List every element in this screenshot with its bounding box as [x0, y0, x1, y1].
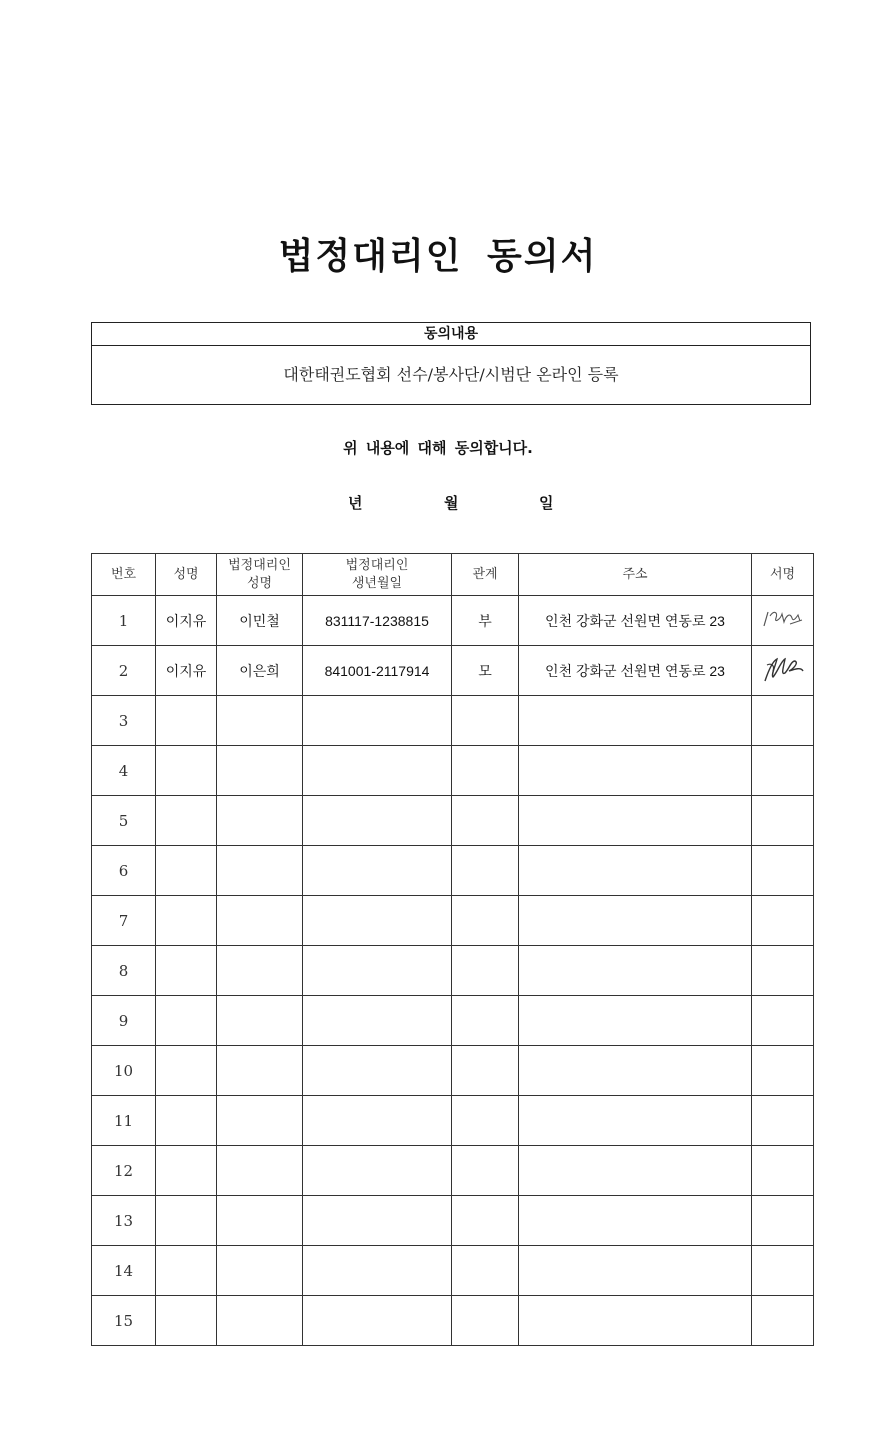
table-row [92, 596, 814, 646]
row-address [519, 1046, 752, 1096]
row-guardian-birth [303, 746, 452, 796]
row-number: 14 [92, 1246, 156, 1296]
row-guardian-name [217, 896, 303, 946]
header-relation: 관계 [452, 554, 519, 596]
row-guardian-birth: 831117-1238815 [303, 596, 452, 646]
row-guardian-birth [303, 1196, 452, 1246]
row-guardian-name [217, 946, 303, 996]
date-month-label: 월 [444, 494, 459, 512]
table-row [92, 796, 814, 846]
page-title: 법정대리인 동의서 [278, 236, 598, 277]
table-row [92, 1046, 814, 1096]
row-name [156, 1096, 217, 1146]
table-row [92, 996, 814, 1046]
header-name: 성명 [156, 554, 217, 596]
table-row [92, 1246, 814, 1296]
row-address: 인천 강화군 선원면 연동로 23 [519, 596, 752, 646]
consent-header: 동의내용 [92, 323, 810, 346]
row-name [156, 1246, 217, 1296]
row-guardian-name [217, 696, 303, 746]
row-relation: 부 [452, 596, 519, 646]
row-number: 11 [92, 1096, 156, 1146]
row-relation: 모 [452, 646, 519, 696]
row-signature [752, 596, 814, 646]
header-guardian-name-line1: 법정대리인 [228, 557, 291, 573]
row-address [519, 846, 752, 896]
row-guardian-birth [303, 896, 452, 946]
table-row [92, 1196, 814, 1246]
header-signature: 서명 [752, 554, 814, 596]
table-row [92, 846, 814, 896]
header-guardian-birth-line2: 생년월일 [351, 575, 403, 591]
row-signature [752, 1146, 814, 1196]
row-signature [752, 1246, 814, 1296]
row-guardian-birth [303, 1046, 452, 1096]
row-number: 12 [92, 1146, 156, 1196]
table-header-row [92, 554, 814, 596]
row-guardian-name [217, 746, 303, 796]
row-address [519, 996, 752, 1046]
row-name [156, 1196, 217, 1246]
row-address [519, 1196, 752, 1246]
row-signature [752, 1046, 814, 1096]
row-address [519, 896, 752, 946]
row-name [156, 1296, 217, 1346]
row-relation [452, 846, 519, 896]
signature-image [759, 653, 807, 689]
table-row [92, 746, 814, 796]
row-guardian-name [217, 846, 303, 896]
row-guardian-name [217, 1146, 303, 1196]
table-row [92, 696, 814, 746]
row-relation [452, 1046, 519, 1096]
row-guardian-birth [303, 996, 452, 1046]
row-guardian-birth [303, 1096, 452, 1146]
table-body [92, 596, 814, 1346]
table-row [92, 1146, 814, 1196]
row-name [156, 696, 217, 746]
row-guardian-birth: 841001-2117914 [303, 646, 452, 696]
row-signature [752, 646, 814, 696]
row-name [156, 1146, 217, 1196]
header-guardian-name-line2: 성명 [246, 575, 273, 591]
row-number: 5 [92, 796, 156, 846]
row-signature [752, 796, 814, 846]
row-guardian-birth [303, 1296, 452, 1346]
table-row [92, 1096, 814, 1146]
row-relation [452, 746, 519, 796]
table-row [92, 646, 814, 696]
row-guardian-name [217, 996, 303, 1046]
row-name [156, 746, 217, 796]
row-relation [452, 1296, 519, 1346]
header-guardian-birth-line1: 법정대리인 [345, 557, 409, 573]
table-row [92, 1296, 814, 1346]
row-address [519, 1246, 752, 1296]
row-number: 4 [92, 746, 156, 796]
row-address [519, 946, 752, 996]
row-relation [452, 1196, 519, 1246]
row-relation [452, 1096, 519, 1146]
date-year-label: 년 [348, 494, 363, 512]
row-guardian-birth [303, 796, 452, 846]
row-number: 1 [92, 596, 156, 646]
row-signature [752, 846, 814, 896]
row-guardian-name [217, 1096, 303, 1146]
row-address [519, 796, 752, 846]
row-signature [752, 1296, 814, 1346]
row-number: 13 [92, 1196, 156, 1246]
row-signature [752, 1196, 814, 1246]
row-number: 8 [92, 946, 156, 996]
signature-image [760, 606, 806, 636]
row-signature [752, 746, 814, 796]
row-name: 이지유 [156, 596, 217, 646]
row-guardian-name [217, 796, 303, 846]
row-name [156, 946, 217, 996]
row-guardian-name [217, 1046, 303, 1096]
row-guardian-birth [303, 1246, 452, 1296]
row-relation [452, 946, 519, 996]
row-guardian-birth [303, 946, 452, 996]
row-relation [452, 896, 519, 946]
row-guardian-name: 이민철 [217, 596, 303, 646]
header-num: 번호 [92, 554, 156, 596]
row-relation [452, 1146, 519, 1196]
header-guardian-name [217, 554, 303, 596]
row-signature [752, 946, 814, 996]
row-signature [752, 696, 814, 746]
row-name [156, 846, 217, 896]
row-number: 2 [92, 646, 156, 696]
row-name [156, 1046, 217, 1096]
row-address [519, 696, 752, 746]
row-number: 7 [92, 896, 156, 946]
row-address [519, 1296, 752, 1346]
row-number: 15 [92, 1296, 156, 1346]
header-guardian-birth [303, 554, 452, 596]
row-signature [752, 896, 814, 946]
row-relation [452, 996, 519, 1046]
row-guardian-name [217, 1196, 303, 1246]
row-address: 인천 강화군 선원면 연동로 23 [519, 646, 752, 696]
row-address [519, 1096, 752, 1146]
row-name [156, 796, 217, 846]
row-signature [752, 1096, 814, 1146]
header-address: 주소 [519, 554, 752, 596]
agreement-statement: 위 내용에 대해 동의합니다. [343, 439, 533, 457]
row-guardian-birth [303, 846, 452, 896]
row-number: 3 [92, 696, 156, 746]
row-number: 6 [92, 846, 156, 896]
row-number: 10 [92, 1046, 156, 1096]
row-guardian-birth [303, 1146, 452, 1196]
table-row [92, 946, 814, 996]
row-relation [452, 696, 519, 746]
row-address [519, 1146, 752, 1196]
row-relation [452, 796, 519, 846]
table-row [92, 896, 814, 946]
row-number: 9 [92, 996, 156, 1046]
row-guardian-birth [303, 696, 452, 746]
guardian-table [91, 553, 814, 1346]
row-relation [452, 1246, 519, 1296]
consent-content: 대한태권도협회 선수/봉사단/시범단 온라인 등록 [283, 365, 619, 384]
row-guardian-name [217, 1296, 303, 1346]
row-guardian-name: 이은희 [217, 646, 303, 696]
row-name [156, 896, 217, 946]
date-day-label: 일 [539, 494, 554, 512]
consent-box [91, 322, 811, 405]
row-name: 이지유 [156, 646, 217, 696]
row-name [156, 996, 217, 1046]
row-signature [752, 996, 814, 1046]
row-guardian-name [217, 1246, 303, 1296]
row-address [519, 746, 752, 796]
